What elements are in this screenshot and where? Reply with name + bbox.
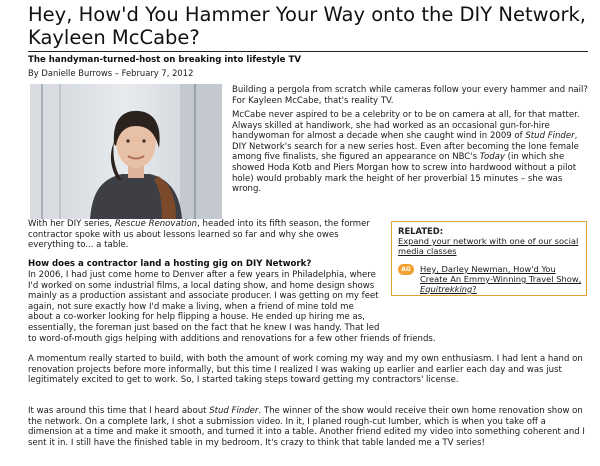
- question-heading: How does a contractor land a hosting gig on DIY Network?: [28, 259, 312, 269]
- article-deck: The handyman-turned-host on breaking into lifestyle TV: [28, 55, 301, 65]
- show-name-stud-finder-2: Stud Finder: [209, 406, 259, 416]
- show-name-today: Today: [479, 152, 505, 163]
- title-divider: [28, 51, 588, 52]
- paragraph-intro: Building a pergola from scratch while cameras follow your every hammer and nail? For Kayleen McCabe, that's reality TV.: [232, 85, 588, 106]
- portrait-photo: [30, 84, 222, 219]
- related-link-social-media[interactable]: Expand your network with one of our social media classes: [398, 236, 579, 256]
- answer-paragraph-3: It was around this time that I heard about Stud Finder. The winner of the show would receive their own home renovation show on the network. On a complete lark, I shot a submission video. In it, I planed rough-cut lumber, which is when you take off a dimension at a time and make it smooth, and turned it into a table. Another friend edited my video into something coherent and I sent it in. I still have the finished table in my bedroom. It's crazy to think that table landed me a TV series!: [28, 406, 585, 448]
- answer-paragraph-1-wrap: [28, 270, 588, 344]
- ag-badge-icon: AG: [398, 264, 414, 275]
- answer-paragraph-2: A momentum really started to build, with both the amount of work coming my way and my own enthusiasm. I had lent a hand on renovation projects before more informally, but this time I realized I was waking up earlier and earlier each day and was just legitimately excited to get to work. So, I started taking steps toward getting my contractors' license.: [28, 354, 583, 386]
- related-link-equitrekking[interactable]: Hey, Darley Newman, How'd You Create An Emmy-Winning Travel Show, Equitrekking?: [420, 264, 582, 294]
- answer-paragraph-1: In 2006, I had just come home to Denver after a few years in Philadelphia, where I'd worked on some industrial films, a local dating show, and home design shows mainly as a production assistant and associate producer. I was getting on my feet again, not sure exactly how I'd make a living, when a friend of mine told me about a co-worker looking for help flipping a house. He ended up hiring me as, essentially, the foreman just based on the fact that he knew I was handy. That led to word-of-mouth gigs helping with additions and renovations for a few other friends of friends.: [28, 270, 436, 344]
- article-title: Hey, How'd You Hammer Your Way onto the DIY Network, Kayleen McCabe?: [28, 3, 587, 49]
- article-byline: By Danielle Burrows – February 7, 2012: [28, 68, 194, 78]
- show-name-stud-finder: Stud Finder: [525, 131, 575, 142]
- paragraph-series: With her DIY series, Rescue Renovation, headed into its fifth season, the former contractor spoke with us about lessons learned so far and why she owes everything to... a table.: [28, 219, 370, 251]
- paragraph-background: McCabe never aspired to be a celebrity or to be on camera at all, for that matter. Always skilled at handiwork, she had worked as an occasional gun-for-hire handywoman for almost a decade when she caught wind in 2009 of Stud Finder, DIY Network's search for a new series host. Even after becoming the lone female among five finalists, she figured an appearance on NBC's Today (in which she showed Hoda Kotb and Piers Morgan how to screw into hardwood without a pilot hole) would probably mark the height of her proverbial 15 minutes – she was wrong.: [232, 110, 580, 195]
- show-name-rescue-renovation: Rescue Renovation: [114, 219, 198, 229]
- related-heading: RELATED:: [398, 226, 444, 236]
